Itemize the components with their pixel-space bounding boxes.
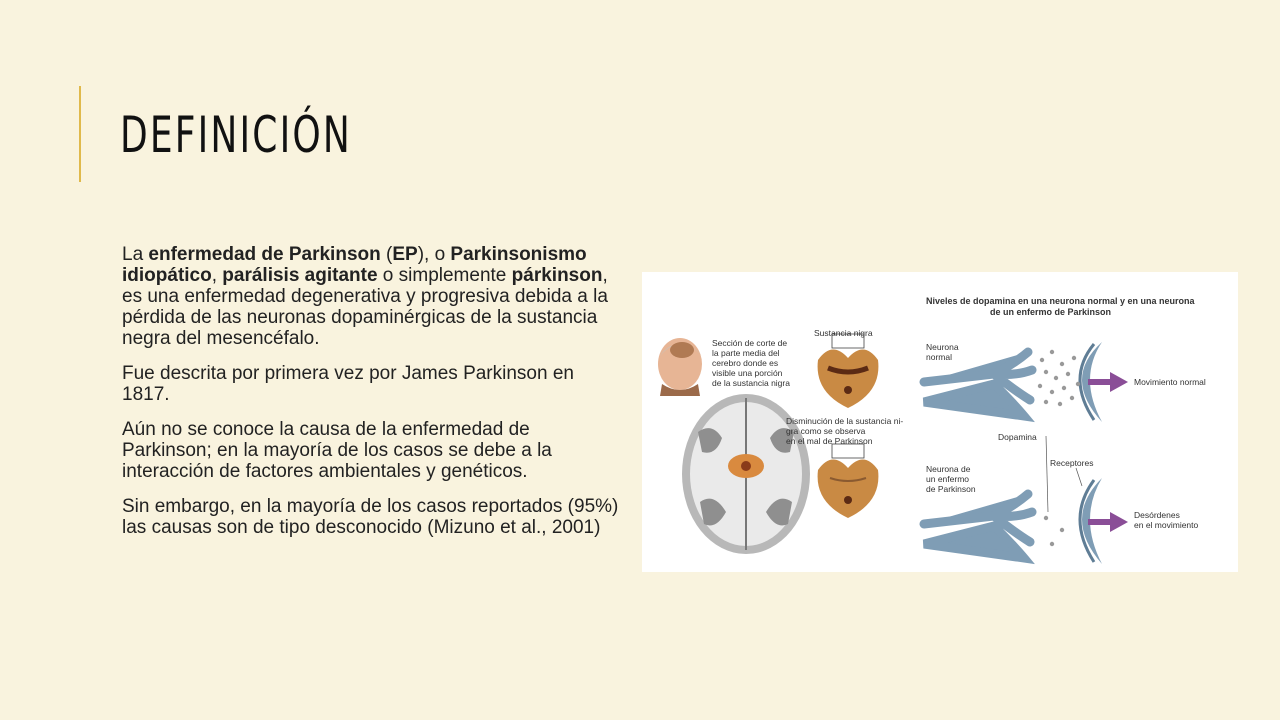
figure-header-line1: Niveles de dopamina en una neurona normal y en una neurona <box>926 296 1195 306</box>
paragraph-cause: Aún no se conoce la causa de la enfermedad de Parkinson; en la mayoría de los casos se debe a la interacción de factores ambientales y genéticos. <box>122 419 552 482</box>
paragraph-definition <box>122 244 620 349</box>
text-run: , es una enfermedad degenerativa y progresiva debida a la pérdida de las neuronas dopaminérgicas de la sustancia negra del mesencéfalo. <box>122 265 608 349</box>
disminucion-label-line1: Disminución de la sustancia ni- <box>786 416 904 426</box>
desordenes-label-line2: en el movimiento <box>1134 520 1199 530</box>
neurona-enfermo-label-line1: Neurona de <box>926 464 971 474</box>
bold-term: Parkinsonismo idiopático <box>122 244 587 286</box>
section-label-line1: Sección de corte de <box>712 338 788 348</box>
section-label-line2: la parte media del <box>712 348 780 358</box>
figure-header-line2: de un enfermo de Parkinson <box>990 307 1112 317</box>
text-run: ), o <box>417 244 451 265</box>
neurona-enfermo-label-line2: un enfermo <box>926 474 969 484</box>
dopamina-label: Dopamina <box>998 432 1037 442</box>
neurona-normal-label-line1: Neurona <box>926 342 959 352</box>
midbrain-parkinson-illustration <box>818 444 879 518</box>
arrow-disorder-head <box>1110 512 1128 532</box>
dopamine-dots-normal <box>1038 350 1080 406</box>
bold-term: párkinson <box>511 265 603 286</box>
paragraph-unknown: Sin embargo, en la mayoría de los casos reportados (95%) las causas son de tipo desconocido (Mizuno et al., 2001) <box>122 496 619 538</box>
figure-illustration <box>642 272 1238 572</box>
sustancia-nigra-label: Sustancia nigra <box>814 328 873 338</box>
parkinson-figure <box>642 272 1238 572</box>
section-label-line3: cerebro donde es <box>712 358 779 368</box>
text-run: ( <box>380 244 393 265</box>
bold-term: parálisis agitante <box>222 265 378 286</box>
arrow-normal-head <box>1110 372 1128 392</box>
movimiento-normal-label: Movimiento normal <box>1134 377 1206 387</box>
text-run: , <box>211 265 223 286</box>
receptores-pointer <box>1076 468 1082 486</box>
paragraph-history: Fue descrita por primera vez por James Parkinson en 1817. <box>122 363 574 405</box>
text-run: o simplemente <box>377 265 512 286</box>
title-accent-bar <box>79 86 81 182</box>
disminucion-label-line2: gra como se observa <box>786 426 866 436</box>
dopamine-dots-parkinson <box>1044 516 1064 546</box>
slide-title: DEFINICIÓN <box>120 106 352 164</box>
neurona-enfermo-label-line3: de Parkinson <box>926 484 976 494</box>
head-illustration <box>658 338 702 396</box>
body-text <box>122 244 620 552</box>
disminucion-label-line3: en el mal de Parkinson <box>786 436 873 446</box>
midbrain-normal-illustration <box>818 334 879 408</box>
desordenes-label-line1: Desórdenes <box>1134 510 1180 520</box>
receptores-label: Receptores <box>1050 458 1094 468</box>
section-label-line5: de la sustancia nigra <box>712 378 790 388</box>
dopamina-pointer <box>1046 436 1048 512</box>
text-run: La <box>122 244 149 265</box>
bold-term: enfermedad de Parkinson <box>148 244 381 265</box>
section-label-line4: visible una porción <box>712 368 783 378</box>
neurona-normal-label-line2: normal <box>926 352 952 362</box>
bold-term: EP <box>392 244 418 265</box>
